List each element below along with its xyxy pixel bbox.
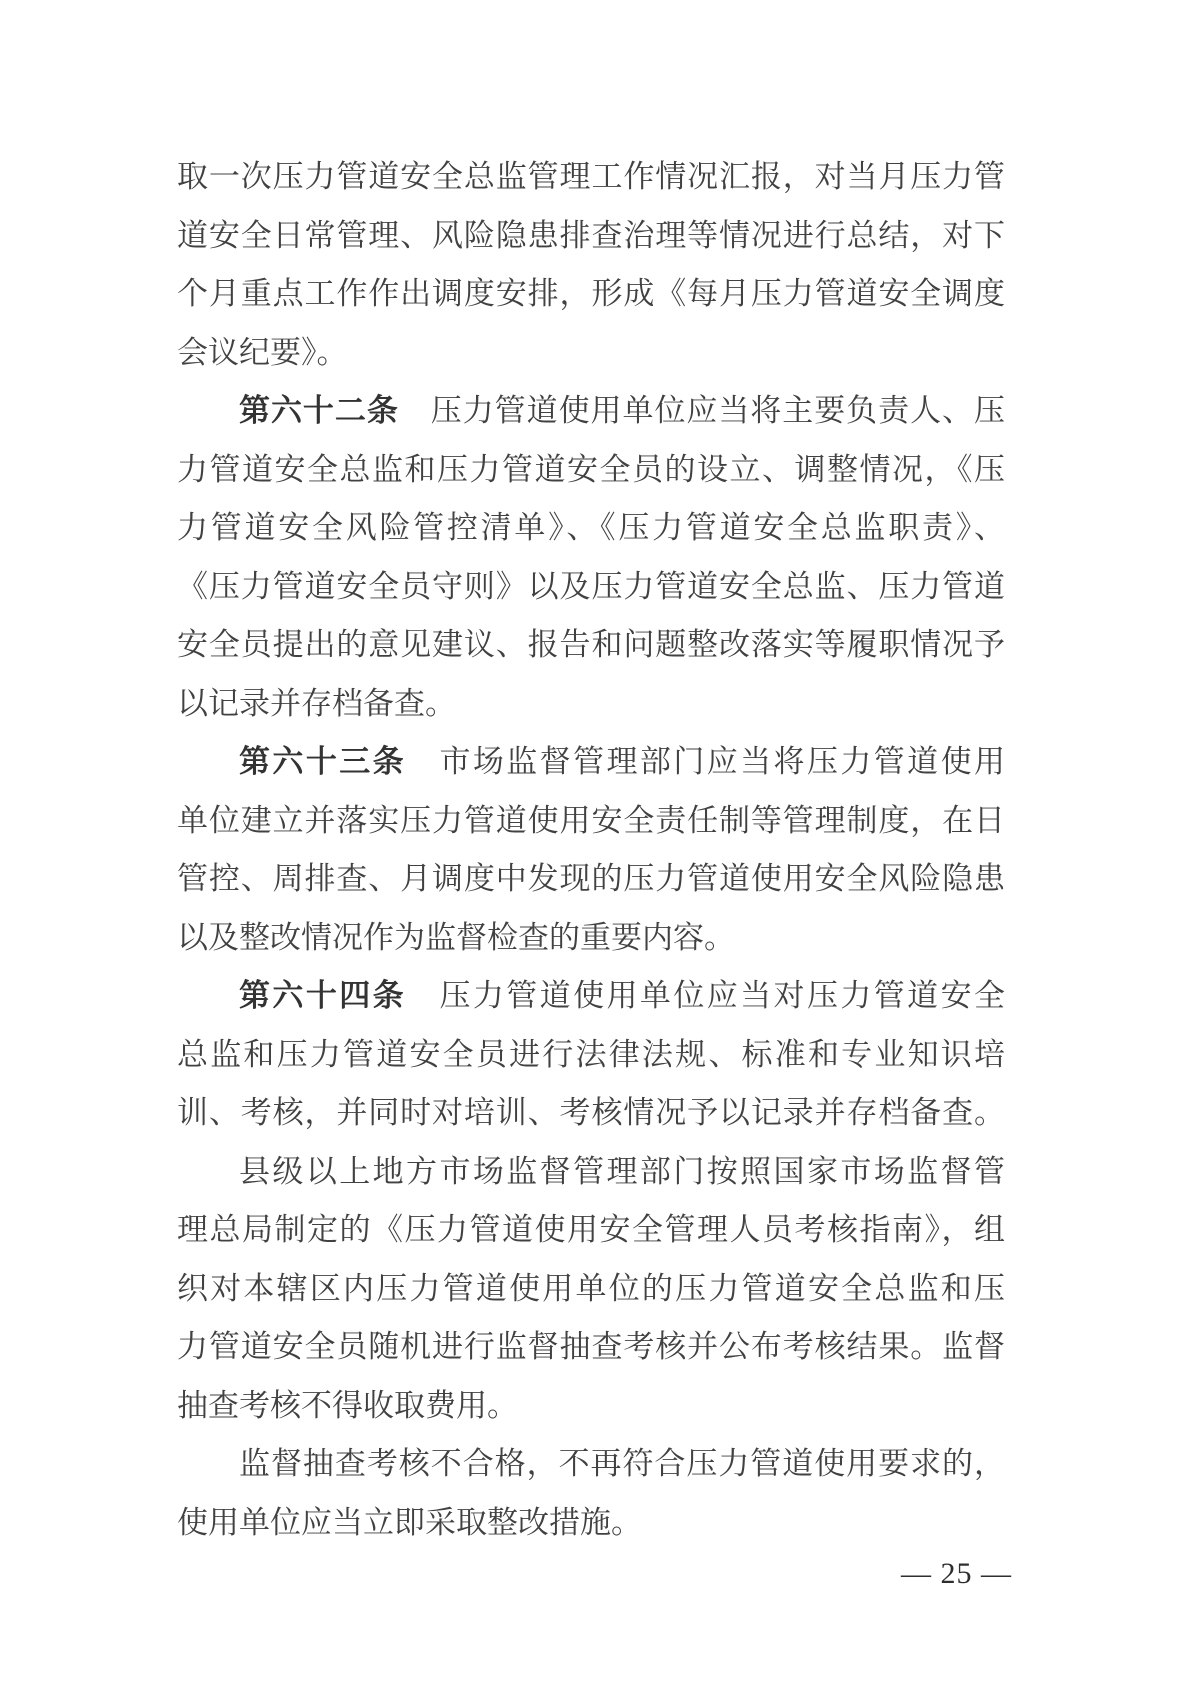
text-line: [177, 382, 1005, 441]
body-text-segment: 力管道安全风险管控清单》、《压力管道安全总监职责》、: [177, 510, 1005, 545]
body-text-segment: 会议纪要》。: [177, 334, 348, 370]
body-text-segment: 织对本辖区内压力管道使用单位的压力管道安全总监和压: [177, 1270, 1005, 1306]
body-text-segment: 监督抽查考核不合格，不再符合压力管道使用要求的，: [239, 1446, 1005, 1481]
text-line: [177, 850, 1005, 909]
text-line: [177, 616, 1005, 675]
text-line: [177, 1143, 1005, 1202]
body-text-segment: 理总局制定的《压力管道使用安全管理人员考核指南》，组: [177, 1212, 1005, 1247]
text-line: [177, 1494, 1005, 1553]
article-number: 第六十四条: [239, 978, 407, 1013]
article-number: 第六十三条: [239, 744, 407, 779]
page-number: — 25 —: [901, 1557, 1012, 1590]
body-text-segment: 安全员提出的意见建议、报告和问题整改落实等履职情况予: [177, 627, 1005, 662]
body-text-segment: 以记录并存档备查。: [177, 685, 456, 721]
text-line: [177, 324, 1005, 383]
text-line: [177, 558, 1005, 617]
body-text-segment: 力管道安全员随机进行监督抽查考核并公布考核结果。监督: [177, 1329, 1005, 1364]
text-line: [177, 148, 1005, 207]
text-line: [177, 1377, 1005, 1436]
text-line: [177, 1260, 1005, 1319]
body-text-segment: 训、考核，并同时对培训、考核情况予以记录并存档备查。: [177, 1095, 1005, 1130]
article-number: 第六十二条: [239, 393, 399, 428]
body-text-segment: 个月重点工作作出调度安排，形成《每月压力管道安全调度: [177, 276, 1005, 311]
text-line: [177, 1084, 1005, 1143]
text-line: [177, 675, 1005, 734]
body-text-segment: 压力管道使用单位应当将主要负责人、压: [398, 393, 1006, 428]
body-text-segment: 抽查考核不得收取费用。: [177, 1387, 518, 1423]
text-line: [177, 265, 1005, 324]
body-text-segment: 使用单位应当立即采取整改措施。: [177, 1504, 642, 1540]
body-text-segment: 单位建立并落实压力管道使用安全责任制等管理制度，在日: [177, 802, 1005, 838]
body-text-segment: 以及整改情况作为监督检查的重要内容。: [177, 919, 735, 955]
text-line: [177, 909, 1005, 968]
text-line: [177, 733, 1005, 792]
text-line: [177, 1026, 1005, 1085]
text-line: [177, 1435, 1005, 1494]
text-line: [177, 1318, 1005, 1377]
text-line: [177, 967, 1005, 1026]
text-line: [177, 441, 1005, 500]
page-body-text: [177, 148, 1005, 1552]
body-text-segment: 道安全日常管理、风险隐患排查治理等情况进行总结，对下: [177, 217, 1005, 253]
body-text-segment: 《压力管道安全员守则》以及压力管道安全总监、压力管道: [177, 568, 1005, 604]
body-text-segment: 力管道安全总监和压力管道安全员的设立、调整情况，《压: [177, 451, 1005, 487]
body-text-segment: 压力管道使用单位应当对压力管道安全: [406, 978, 1005, 1013]
body-text-segment: 取一次压力管道安全总监管理工作情况汇报，对当月压力管: [177, 159, 1005, 194]
body-text-segment: 总监和压力管道安全员进行法律法规、标准和专业知识培: [177, 1036, 1005, 1072]
text-line: [177, 207, 1005, 266]
text-line: [177, 1201, 1005, 1260]
text-line: [177, 792, 1005, 851]
text-line: [177, 499, 1005, 558]
body-text-segment: 县级以上地方市场监督管理部门按照国家市场监督管: [239, 1153, 1005, 1189]
body-text-segment: 市场监督管理部门应当将压力管道使用: [406, 744, 1005, 779]
body-text-segment: 管控、周排查、月调度中发现的压力管道使用安全风险隐患: [177, 861, 1005, 896]
